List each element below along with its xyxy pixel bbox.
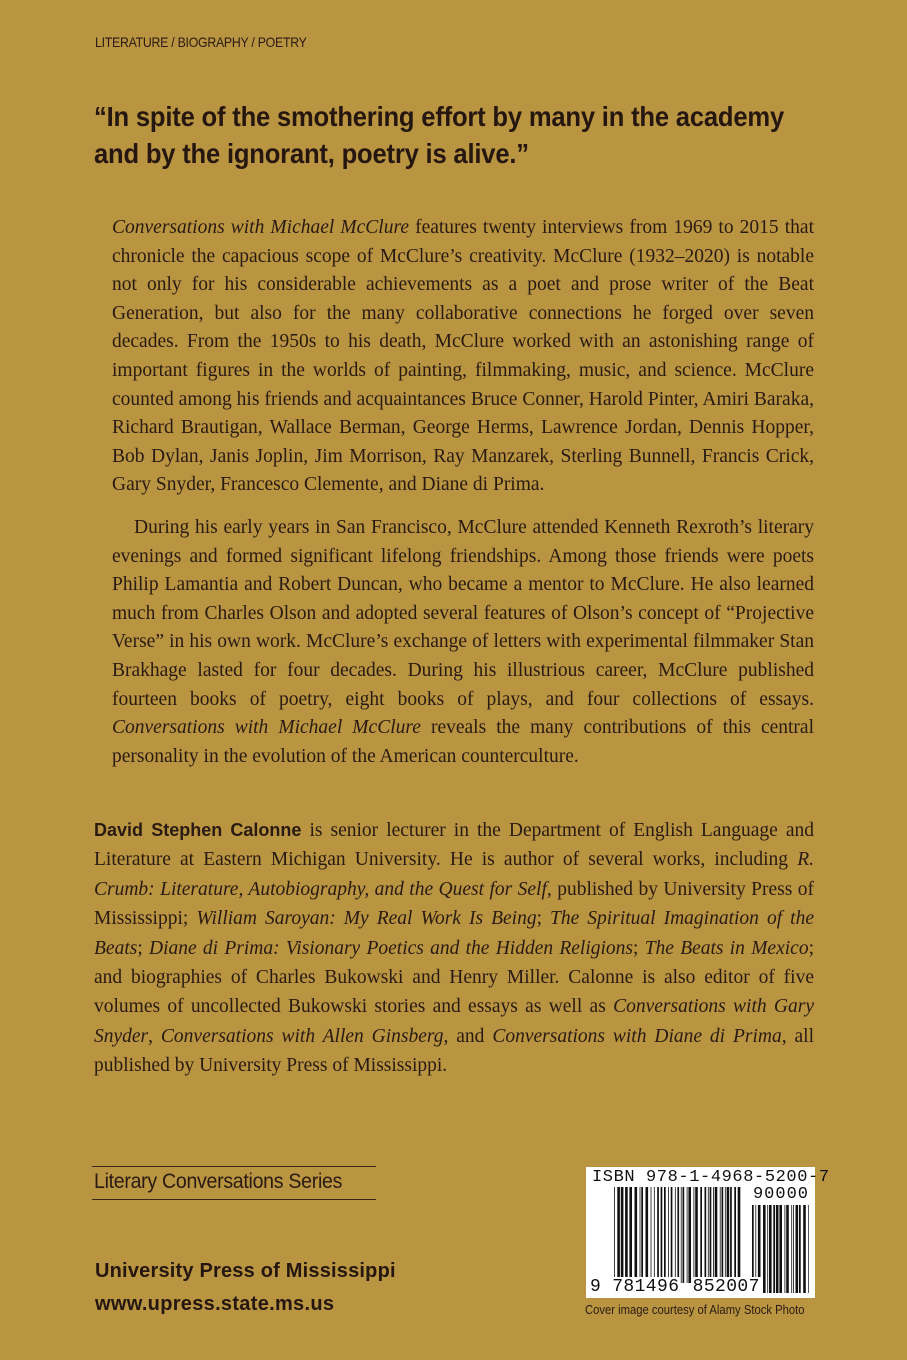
series-name: Literary Conversations Series — [94, 1170, 343, 1193]
barcode-bar — [625, 1187, 628, 1283]
barcode-bar — [641, 1187, 643, 1283]
barcode-bar — [722, 1187, 724, 1283]
barcode-bar — [654, 1187, 655, 1283]
italic-title-run: Conversations with Gary Snyder — [94, 996, 814, 1047]
barcode-bar — [683, 1187, 685, 1283]
barcode-bar — [661, 1187, 663, 1283]
italic-title-run: Conversations with Michael McClure — [112, 217, 409, 238]
barcode-bar — [688, 1187, 691, 1283]
italic-title-run: R. Crumb: Literature, Autobiography, and the Quest for Self — [94, 849, 814, 900]
barcode-bar — [640, 1187, 641, 1283]
barcode-bar — [799, 1205, 801, 1293]
barcode-bar — [710, 1187, 712, 1283]
barcode-bar — [677, 1187, 679, 1283]
author-bio-text — [94, 820, 814, 1076]
barcode-bar — [675, 1187, 676, 1283]
text-run: , published by University Press of Mississippi; — [94, 878, 814, 930]
text-run: ; — [137, 937, 149, 959]
cover-image-credit: Cover image courtesy of Alamy Stock Photo — [585, 1303, 805, 1317]
italic-title-run: William Saroyan: My Real Work Is Being — [196, 908, 537, 930]
italic-title-run: The Beats in Mexico — [644, 937, 809, 959]
barcode-bar — [786, 1205, 789, 1293]
text-run: , — [148, 1025, 161, 1047]
barcode-bar — [767, 1205, 768, 1293]
text-run: ; — [633, 937, 645, 959]
barcode-bar — [671, 1187, 673, 1283]
italic-title-run: Diane di Prima: Visionary Poetics and the Hidden Religions — [149, 937, 634, 959]
barcode-bar — [785, 1205, 786, 1293]
barcode-bar — [808, 1205, 809, 1293]
barcode-digits — [590, 1277, 761, 1297]
barcode-bar — [621, 1187, 624, 1283]
text-run: ; — [536, 908, 551, 930]
description-paragraph-1 — [112, 214, 814, 500]
barcode-bar — [725, 1187, 726, 1283]
barcode-bar — [738, 1187, 741, 1283]
text-run: , all published by University Press of Mississippi. — [94, 1025, 814, 1077]
barcode-bar — [730, 1187, 732, 1283]
barcode-bar — [720, 1187, 721, 1283]
barcode-digits-left: 781496 — [612, 1277, 680, 1297]
barcode-bar — [687, 1187, 688, 1283]
barcode-bar — [776, 1205, 779, 1293]
italic-title-run: Conversations with Allen Ginsberg — [160, 1025, 444, 1047]
barcode-bar — [779, 1205, 782, 1293]
barcode-bar — [617, 1187, 620, 1283]
italic-title-run: The Spiritual Imagination of the Beats — [94, 908, 814, 959]
barcode-bar — [635, 1187, 638, 1283]
barcode-bar — [700, 1187, 702, 1283]
barcode-bar — [796, 1205, 799, 1293]
barcode-bar — [763, 1205, 766, 1293]
barcode-digit-first: 9 — [590, 1277, 602, 1297]
barcode-bar — [651, 1187, 652, 1283]
barcode-bar — [734, 1187, 736, 1283]
barcode-bar — [629, 1187, 632, 1283]
barcode-bar — [681, 1187, 682, 1283]
barcode-bar — [614, 1187, 615, 1283]
text-run: During his early years in San Francisco, McClure attended Kenneth Rexroth’s literary evenings and formed significant lifelong friendships. Among those friends were poets Philip Lamantia and Robert Duncan, who became a mentor to McClure. He also learned much from Charles Olson and adopted several features of Olson’s concept of “Projective Verse” in his own work. McClure’s exchange of letters with experimental filmmaker Stan Brakhage lasted for four decades. During his illustrious career, McClure published fourteen books of poetry, eight books of plays, and four collections of essays. — [112, 517, 814, 710]
text-run: , and — [443, 1025, 493, 1047]
text-run: reveals the many contributions of this central personality in the evolution of the American counterculture. — [112, 717, 814, 767]
barcode-bar — [793, 1205, 794, 1293]
barcode-bar — [713, 1187, 714, 1283]
author-bio — [94, 816, 814, 1081]
publisher-name: University Press of Mississippi — [95, 1260, 396, 1282]
barcode-bar — [708, 1187, 709, 1283]
text-run: ; and biographies of Charles Bukowski and Henry Miller. Calonne is also editor of five volumes of uncollected Bukowski stories and essays as well as — [94, 937, 814, 1018]
description-paragraph-2 — [112, 514, 814, 771]
italic-title-run: Conversations with Michael McClure — [112, 717, 421, 739]
barcode-bar — [664, 1187, 666, 1283]
barcode-bar — [715, 1187, 718, 1283]
barcode-bar — [803, 1205, 806, 1293]
publisher-website[interactable]: www.upress.state.ms.us — [95, 1293, 335, 1315]
barcode-bars-main — [614, 1187, 742, 1283]
barcode-bar — [727, 1187, 730, 1283]
barcode-bar — [791, 1205, 792, 1293]
barcode-digits-right: 852007 — [692, 1277, 760, 1297]
barcode-bar — [769, 1205, 772, 1293]
barcode-bar — [773, 1205, 775, 1293]
isbn-label: ISBN 978-1-4968-5200-7 — [592, 1168, 830, 1187]
barcode-bar — [695, 1187, 698, 1283]
category-label: LITERATURE / BIOGRAPHY / POETRY — [95, 34, 307, 50]
pull-quote: “In spite of the smothering effort by many in the academy and by the ignorant, poetry is alive.” — [94, 101, 785, 169]
author-name: David Stephen Calonne — [94, 820, 302, 840]
price-code: 90000 — [752, 1185, 809, 1204]
barcode-bar — [646, 1187, 649, 1283]
barcode-bar — [668, 1187, 669, 1283]
text-run: features twenty interviews from 1969 to 2015 that chronicle the capacious scope of McClure’s creativity. McClure (1932–2020) is notable not only for his considerable achievements as a poet and prose writer of the Beat Generation, but also for the many collaborative connections he forged over seven decades. From the 1950s to his death, McClure worked with an astonishing range of important figures in the worlds of painting, filmmaking, music, and science. McClure counted among his friends and acquaintances Bruce Conner, Harold Pinter, Amiri Baraka, Richard Brautigan, Wallace Berman, George Herms, Lawrence Jordan, Dennis Hopper, Bob Dylan, Janis Joplin, Jim Morrison, Ray Manzarek, Sterling Bunnell, Francis Crick, Gary Snyder, Francesco Clemente, and Diane di Prima. — [112, 217, 814, 496]
series-label — [92, 1166, 376, 1200]
barcode-bar — [657, 1187, 659, 1283]
barcode-bar — [694, 1187, 695, 1283]
isbn-barcode — [586, 1167, 830, 1298]
text-run: is senior lecturer in the Department of English Language and Literature at Eastern Michigan University. He is author of several works, including — [94, 820, 814, 871]
italic-title-run: Conversations with Diane di Prima — [492, 1025, 782, 1047]
barcode-bar — [705, 1187, 707, 1283]
